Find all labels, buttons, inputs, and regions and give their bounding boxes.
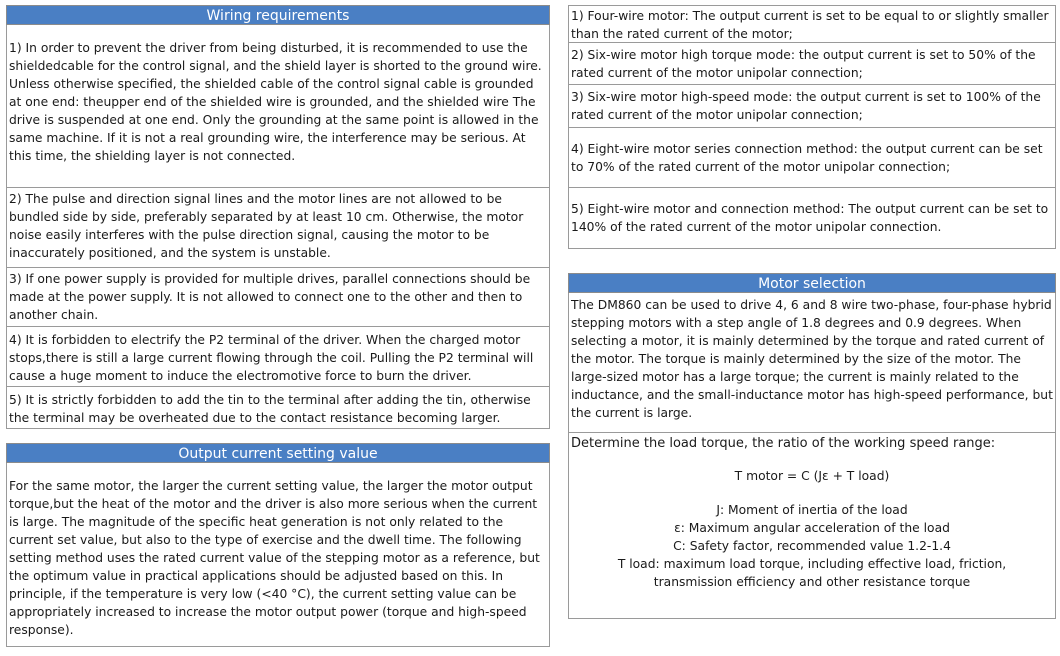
- wiring-item-5: 5) It is strictly forbidden to add the tin to the terminal after adding the tin, otherwise the terminal may be overheated due to the contact resistance becoming larger.: [6, 387, 550, 429]
- wiring-item-2: 2) The pulse and direction signal lines and the motor lines are not allowed to be bundled side by side, preferably separated by at least 10 cm. Otherwise, the motor noise easily interferes with the pulse direction signal, causing the motor to be inaccurately positioned, and the system is unstable.: [6, 188, 550, 268]
- load-torque-panel: [568, 433, 1056, 619]
- wiring-requirements-title: Wiring requirements: [6, 5, 550, 25]
- formula-definitions: [571, 501, 1053, 591]
- torque-formula: T motor = C (Jε + T load): [734, 469, 890, 483]
- definition-t-load-cont: transmission efficiency and other resistance torque: [653, 575, 971, 589]
- motor-mode-4: 4) Eight-wire motor series connection method: the output current can be set to 70% of the rated current of the motor unipolar connection;: [568, 128, 1056, 188]
- output-current-text: For the same motor, the larger the current setting value, the larger the motor output torque,but the heat of the motor and the driver is also more serious when the current is large. The magnitude of the specific heat generation is not only related to the current set value, but also to the type of exercise and the dwell time. The following setting method uses the rated current value of the stepping motor as a reference, but the optimum value in practical applications should be adjusted based on this. In principle, if the temperature is very low (<40 °C), the current setting value can be appropriately increased to increase the motor output power (torque and high-speed response).: [6, 463, 550, 647]
- output-current-title: Output current setting value: [6, 443, 550, 463]
- definition-epsilon: ε: Maximum angular acceleration of the load: [674, 521, 950, 535]
- motor-mode-5: 5) Eight-wire motor and connection method: The output current can be set to 140% of the rated current of the motor unipolar connection.: [568, 188, 1056, 249]
- wiring-item-3: 3) If one power supply is provided for multiple drives, parallel connections should be made at the power supply. It is not allowed to connect one to the other and then to another chain.: [6, 268, 550, 327]
- motor-mode-3: 3) Six-wire motor high-speed mode: the output current is set to 100% of the rated current of the motor unipolar connection;: [568, 85, 1056, 128]
- definition-c: C: Safety factor, recommended value 1.2-1.4: [673, 539, 951, 553]
- motor-selection-text: The DM860 can be used to drive 4, 6 and 8 wire two-phase, four-phase hybrid stepping motors with a step angle of 1.8 degrees and 0.9 degrees. When selecting a motor, it is mainly determined by the torque and rated current of the motor. The torque is mainly determined by the size of the motor. The large-sized motor has a large torque; the current is mainly related to the inductance, and the small-inductance motor has high-speed performance, but the current is large.: [568, 293, 1056, 433]
- motor-selection-title: Motor selection: [568, 273, 1056, 293]
- definition-t-load: T load: maximum load torque, including effective load, friction,: [617, 557, 1007, 571]
- right-column: [568, 5, 1056, 619]
- wiring-item-4: 4) It is forbidden to electrify the P2 terminal of the driver. When the charged motor stops,there is still a large current flowing through the coil. Pulling the P2 terminal will cause a huge moment to induce the electromotive force to burn the driver.: [6, 327, 550, 387]
- determine-heading: Determine the load torque, the ratio of the working speed range:: [571, 436, 996, 451]
- left-column: [6, 5, 550, 647]
- motor-mode-2: 2) Six-wire motor high torque mode: the output current is set to 50% of the rated current of the motor unipolar connection;: [568, 43, 1056, 85]
- motor-mode-1: 1) Four-wire motor: The output current is set to be equal to or slightly smaller than the rated current of the motor;: [568, 5, 1056, 43]
- definition-j: J: Moment of inertia of the load: [716, 503, 908, 517]
- wiring-item-1: 1) In order to prevent the driver from being disturbed, it is recommended to use the shieldedcable for the control signal, and the shield layer is shorted to the ground wire. Unless otherwise specified, the shielded cable of the control signal cable is grounded at one end: theupper end of the shielded wire is grounded, and the shielded wire The drive is suspended at one end. Only the grounding at the same point is allowed in the same machine. If it is not a real grounding wire, the interference may be serious. At this time, the shielding layer is not connected.: [6, 25, 550, 188]
